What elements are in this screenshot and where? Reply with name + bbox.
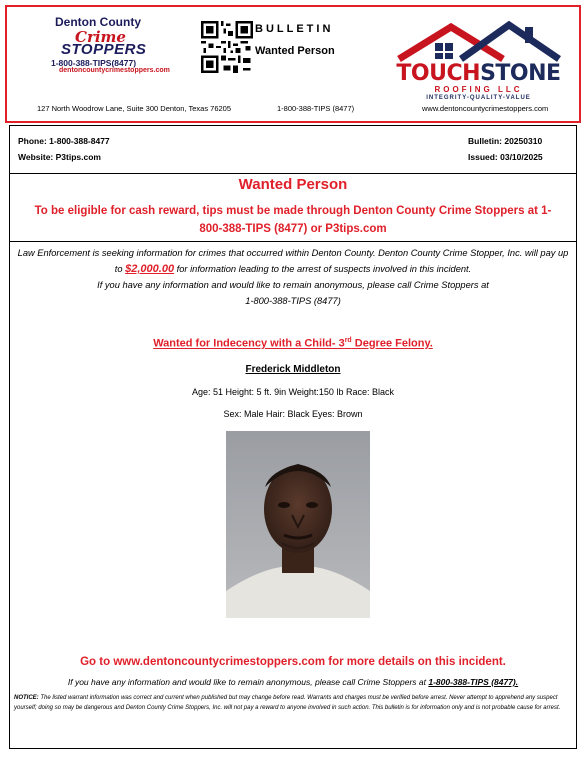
sponsor-name-b: STONE [480,61,561,86]
sponsor-motto: INTEGRITY-QUALITY-VALUE [426,95,531,101]
address-row [7,104,579,116]
bulletin-header [5,5,581,123]
charge-text-b: Degree Felony. [351,337,433,350]
contact-text: If you have any information and would like to remain anonymous, please call Crime Stoppers at [67,677,429,687]
le-text-part-2: for information leading to the arrest of suspects involved in this incident. [174,264,472,274]
sponsor-roofing: ROOFING LLC [434,85,523,94]
suspect-details-1: Age: 51 Height: 5 ft. 9in Weight:150 lb Race: Black [192,387,394,397]
le-text-line-3: If you have any information and would like to remain anonymous, please call Crime Stoppers at [97,280,489,290]
notice-text: The listed warrant information was correct and current when published but may change before read. Warrants and charges must be verified before arrest. Never attempt to apprehend any suspect yourself; doing so may be dangerous and Denton County Crime Stoppers, Inc. will not pay a reward to anyone involved in such action. This bulletin is for information only and is not probable cause for arrest. [14,695,561,711]
touchstone-roofing-logo [391,21,566,101]
house-roof-icon [391,21,566,63]
contact-phone: 1-800-388-TIPS (8477). [428,677,519,687]
header-phone: 1-800-388-TIPS (8477) [277,104,355,113]
logo-crime-text: Crime [75,28,126,46]
goto-website-text[interactable]: Go to www.dentoncountycrimestoppers.com for more details on this incident. [80,656,506,668]
bulletin-body [9,125,577,749]
website-info[interactable]: Website: P3tips.com [18,152,101,162]
qr-code-icon [201,21,253,73]
logo-county-text: Denton County [55,15,141,29]
reward-line-2: 800-388-TIPS (8477) or P3tips.com [199,223,387,235]
suspect-name: Frederick Middleton [245,364,341,375]
suspect-details-2: Sex: Male Hair: Black Eyes: Brown [223,409,363,419]
wanted-heading: Wanted Person [238,176,348,193]
section-divider [10,241,576,242]
reward-amount: $2,000.00 [125,263,175,275]
address-text: 127 North Woodrow Lane, Suite 300 Denton, Texas 76205 [37,104,232,113]
contact-info [18,133,110,165]
le-text-line-4: 1-800-388-TIPS (8477) [245,296,341,306]
anonymous-contact-text [10,677,576,687]
notice-label: NOTICE: [14,695,39,701]
sponsor-name-a: TOUCH [396,61,481,86]
bulletin-info [468,133,568,165]
reward-eligibility [18,202,568,238]
crime-stoppers-logo [47,15,217,75]
bulletin-number: Bulletin: 20250310 [468,136,543,146]
legal-notice [14,693,572,713]
law-enforcement-text [16,245,570,309]
sponsor-name [391,61,566,86]
issued-date: Issued: 03/10/2025 [468,152,543,162]
charge-heading [10,337,576,350]
reward-line-1: To be eligible for cash reward, tips must be made through Denton County Crime Stoppers at 1- [34,205,552,217]
charge-text-a: Wanted for Indecency with a Child- 3 [153,337,345,350]
le-text-part-1: Law Enforcement is seeking information for crimes that occurred within Denton County. Denton County Crime Stopper, Inc. will pay up to [17,248,569,274]
phone-info: Phone: 1-800-388-8477 [18,136,110,146]
logo-url-text: dentoncountycrimestoppers.com [59,67,170,74]
charge-sup: rd [344,337,352,344]
suspect-photo [226,431,370,618]
bulletin-title: BULLETIN [255,23,334,35]
bulletin-subtitle: Wanted Person [255,45,335,57]
info-row [10,126,576,174]
logo-phone-text: 1-800-388-TIPS(8477) [51,58,137,68]
header-website-link[interactable]: www.dentoncountycrimestoppers.com [422,104,549,113]
logo-stoppers-text: STOPPERS [61,41,147,58]
